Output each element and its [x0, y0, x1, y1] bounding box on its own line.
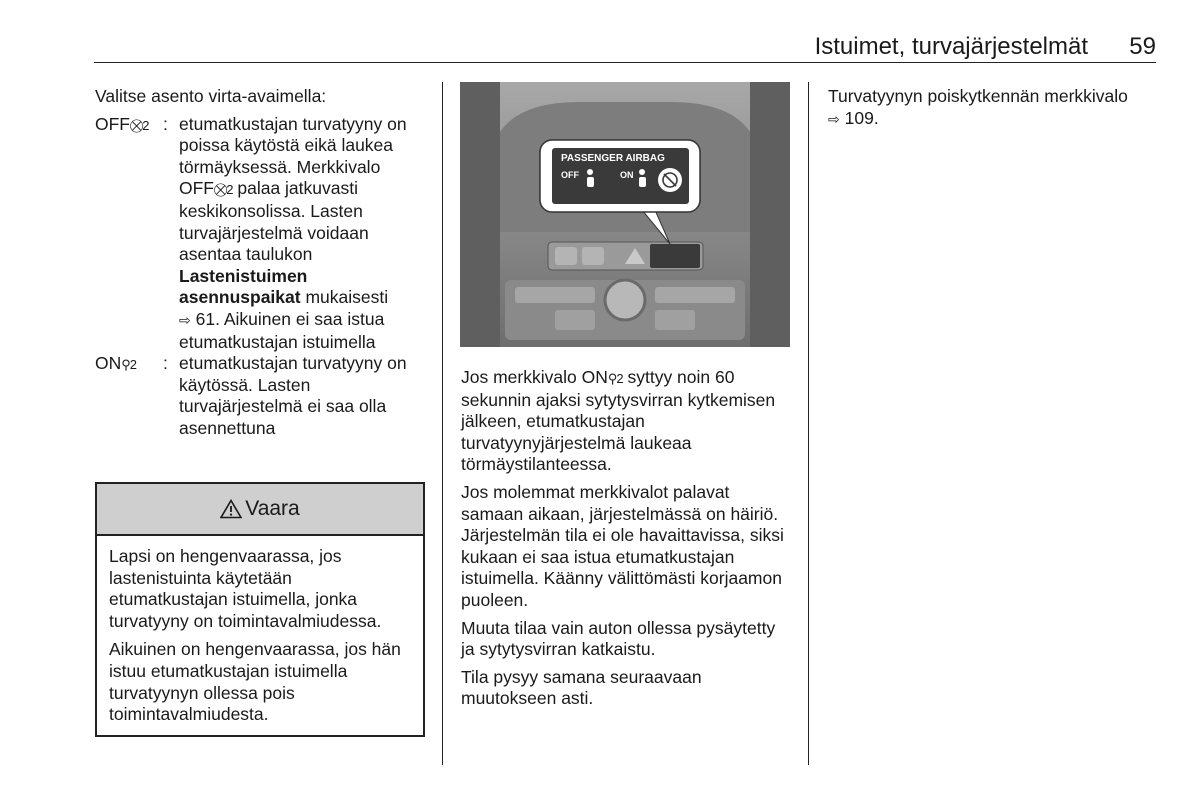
warning-header [97, 484, 423, 536]
paragraph: Jos molemmat merkkivalot palavat samaan aikaan, järjestelmässä on häiriö. Järjestelmän tila ei ole havaittavissa, siksi kukaan ei saa istua etumatkustajan istuimella. Käänny välittömästi korjaamon puoleen. [461, 481, 784, 610]
on-definition: ON⚲2 : etumatkustajan turvatyyny on käytössä. Lasten turvajärjestelmä ei saa olla asennettuna [95, 353, 407, 438]
warning-box [95, 482, 425, 737]
warning-text: Aikuinen on hengenvaarassa, jos hän istuu etumatkustajan istuimella turvatyynyn ollessa pois toimintavalmiudesta. [109, 639, 401, 725]
page-ref[interactable]: 61 [195, 308, 216, 329]
paragraph: Turvatyynyn poiskytkennän merkkivalo ⇨ 109. [828, 86, 1128, 128]
section-title: Istuimet, turvajärjestelmät [814, 33, 1088, 60]
page-ref-arrow-icon: ⇨ [179, 311, 191, 328]
airbag-off-icon [587, 169, 594, 187]
airbag-off-icon: ⛒2 [130, 117, 149, 133]
paragraph: Muuta tilaa vain auton ollessa pysäytetty ja sytytysvirran katkaistu. [461, 617, 776, 660]
paragraph: Tila pysyy samana seuraavaan muutokseen asti. [461, 666, 702, 709]
airbag-off-icon: ⛒2 [214, 182, 233, 198]
airbag-on-icon: ⚲2 [607, 371, 623, 386]
header-rule [94, 62, 1156, 63]
airbag-panel-label: PASSENGER AIRBAG [561, 153, 665, 164]
console-photo [460, 82, 790, 347]
column-divider [442, 82, 443, 765]
table-reference: Lastenistuimen asennuspaikat [179, 265, 308, 308]
warning-triangle-icon [220, 499, 242, 519]
airbag-on-label: ON [620, 170, 634, 180]
page-number: 59 [1129, 33, 1156, 60]
column-1 [95, 86, 425, 440]
warning-text: Lapsi on hengenvaarassa, jos lastenistuinta käytetään etumatkustajan istuimella, jonka turvatyyny on toimintavalmiudessa. [109, 546, 382, 631]
paragraph: Jos merkkivalo ON⚲2 syttyy noin 60 sekunnin ajaksi sytytysvirran kytkemisen jälkeen, etumatkustajan turvatyynyjärjestelmä laukeaa törmäystilanteessa. [461, 367, 776, 475]
airbag-on-icon: ⚲2 [121, 357, 137, 373]
warning-title: Vaara [245, 497, 300, 520]
off-definition: OFF⛒2 : etumatkustajan turvatyyny on poissa käytöstä eikä laukea törmäyksessä. Merkkivalo OFF⛒2 palaa jatkuvasti keskikonsolissa. Lasten turvajärjestelmä voidaan asentaa taulukon Lastenistuimen asennuspaikat mukaisesti ⇨ 61. Aikuinen ei saa istua etumatkustajan istuimella [95, 113, 407, 352]
off-term: OFF⛒2 [95, 113, 149, 134]
on-term: ON⚲2 [95, 353, 137, 374]
column-2 [461, 367, 791, 716]
page-ref[interactable]: 109 [844, 107, 874, 128]
airbag-on-icon [639, 169, 646, 187]
page-ref-arrow-icon: ⇨ [828, 110, 840, 127]
column-divider [808, 82, 809, 765]
column-3 [828, 86, 1148, 136]
airbag-off-label: OFF [561, 170, 579, 180]
intro-text: Valitse asento virta-avaimella: [95, 86, 327, 106]
console-illustration [460, 82, 790, 347]
